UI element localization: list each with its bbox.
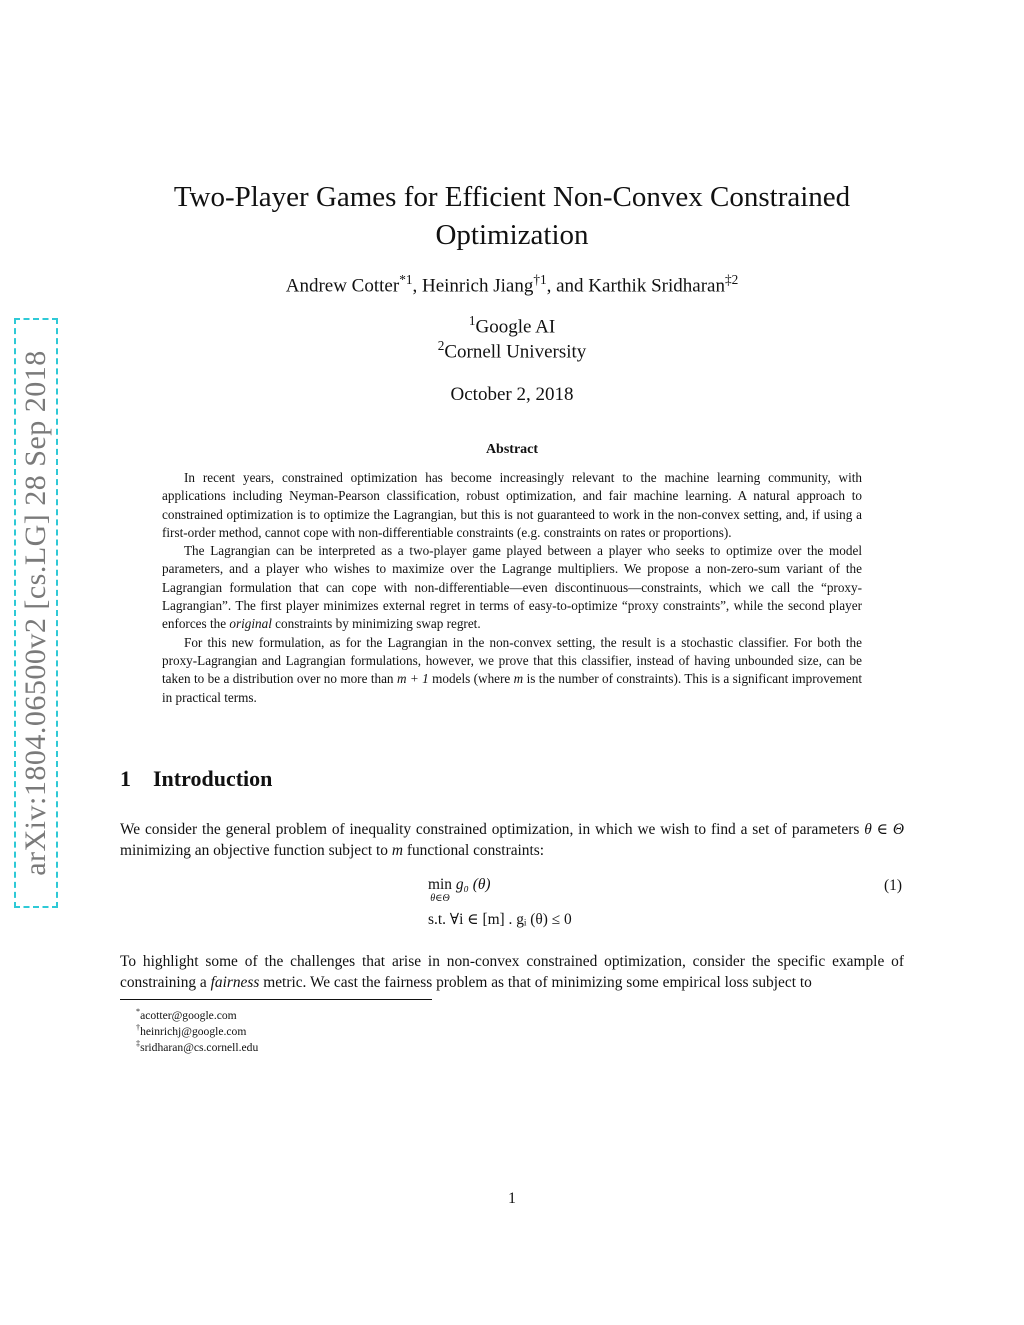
footnote-text: acotter@google.com [140, 1008, 237, 1022]
body-text: To highlight some of the challenges that arise in non-convex constrained optimization, consider the specific example of constraining a [120, 953, 904, 991]
footnote [136, 1036, 258, 1056]
affiliation [0, 313, 1024, 338]
abstract-text: For this new formulation, as for the Lagrangian in the non-convex setting, the result is a stochastic classifier. For both the proxy-Lagrangian and Lagrangian formulations, however, we prove that this classifier, instead of having unbounded size, can be taken to be a distribution over no more than [162, 634, 862, 687]
author-mark: *1 [399, 272, 413, 287]
footnote-text: sridharan@cs.cornell.edu [140, 1040, 259, 1054]
body-text: minimizing an objective function subject to [120, 842, 388, 859]
abstract-paragraph [162, 542, 862, 633]
footnote-text: heinrichj@google.com [140, 1024, 247, 1038]
math-inline: θ ∈ Θ [864, 821, 904, 838]
abstract-text: is the number of constraints). This is a significant improvement in practical terms. [162, 671, 863, 705]
abstract-text: The Lagrangian can be interpreted as a two-player game played between a player who seeks to optimize over the model parameters, and a player who wishes to maximize over the Lagrange multipliers. We propose a non-zero-sum variant of the Lagrangian formulation that can cope with non-differentiable—even discontinuous—constraints, which we call the “proxy-Lagrangian”. The first player minimizes external regret in terms of easy-to-optimize “proxy constraints”, while the second player enforces the [162, 543, 862, 632]
intro-paragraph [120, 951, 904, 993]
body-text: We consider the general problem of inequality constrained optimization, in which we wish to find a set of parameters [120, 821, 860, 838]
equation-subscript: θ∈Θ [430, 893, 450, 904]
equation-objective [428, 876, 491, 912]
section-title: Introduction [153, 766, 273, 791]
footnote-mark: † [136, 1023, 141, 1032]
abstract-paragraph [162, 634, 862, 707]
equation-objective-term: g₀ (θ) [455, 876, 491, 893]
abstract-text: In recent years, constrained optimization has become increasingly relevant to the machine learning community, with applications including Neyman-Pearson classification, robust optimization, and fair machine learning. A natural approach to constrained optimization is to optimize the Lagrangian, but this is not guaranteed to work in the non-convex setting, and, if using a first-order method, cannot cope with non-differentiable constraints (e.g. constraints on rates or proportions). [162, 470, 862, 540]
abstract-text: constraints by minimizing swap regret. [275, 616, 481, 632]
paper-date: October 2, 2018 [450, 384, 574, 405]
author-mark: †1 [533, 272, 547, 287]
affiliation [0, 338, 1024, 363]
affiliation-mark: 1 [468, 313, 476, 328]
arxiv-stamp-text: arXiv:1804.06500v2 [cs.LG] 28 Sep 2018 [19, 350, 52, 876]
abstract-text: models (where [432, 671, 511, 687]
footnote-mark: * [136, 1007, 141, 1016]
author-name: Andrew Cotter [285, 275, 400, 297]
equation-constraint: s.t. ∀i ∈ [m] . gᵢ (θ) ≤ 0 [428, 911, 572, 928]
equation-min: min [428, 876, 452, 893]
section-heading [120, 766, 272, 792]
emphasis-text: original [229, 616, 272, 632]
footnote-mark: ‡ [136, 1039, 141, 1048]
footnote-rule [120, 999, 432, 1000]
math-inline: m + 1 [396, 671, 429, 687]
arxiv-side-stamp [14, 318, 58, 908]
section-number: 1 [120, 766, 131, 791]
affiliation-name: Cornell University [444, 341, 587, 363]
math-inline: m [513, 671, 524, 687]
math-inline: m [391, 842, 403, 859]
abstract-heading: Abstract [485, 442, 539, 457]
author-name: Karthik Sridharan [588, 275, 725, 297]
paper-title [0, 178, 1024, 254]
page-number: 1 [508, 1190, 516, 1207]
author-name: Heinrich Jiang [421, 275, 534, 297]
body-text: functional constraints: [406, 842, 545, 859]
affiliation-mark: 2 [437, 338, 445, 353]
title-line-1: Two-Player Games for Efficient Non-Convex Constrained [173, 181, 851, 213]
author-list: Andrew Cotter$^{*1}$, Heinrich Jiang$^{\dagger 1}$, and Karthik Sridharan$^{\ddagger 2}$ [285, 272, 739, 297]
equation-number: (1) [884, 877, 902, 894]
author-mark: ‡2 [724, 272, 739, 287]
emphasis-text: fairness [210, 974, 260, 991]
title-line-2: Optimization [435, 219, 589, 251]
abstract-body [162, 469, 862, 707]
affiliation-name: Google AI [475, 316, 556, 338]
abstract-paragraph [162, 469, 862, 542]
intro-paragraph [120, 819, 904, 861]
body-text: metric. We cast the fairness problem as that of minimizing some empirical loss subject to [263, 974, 812, 991]
